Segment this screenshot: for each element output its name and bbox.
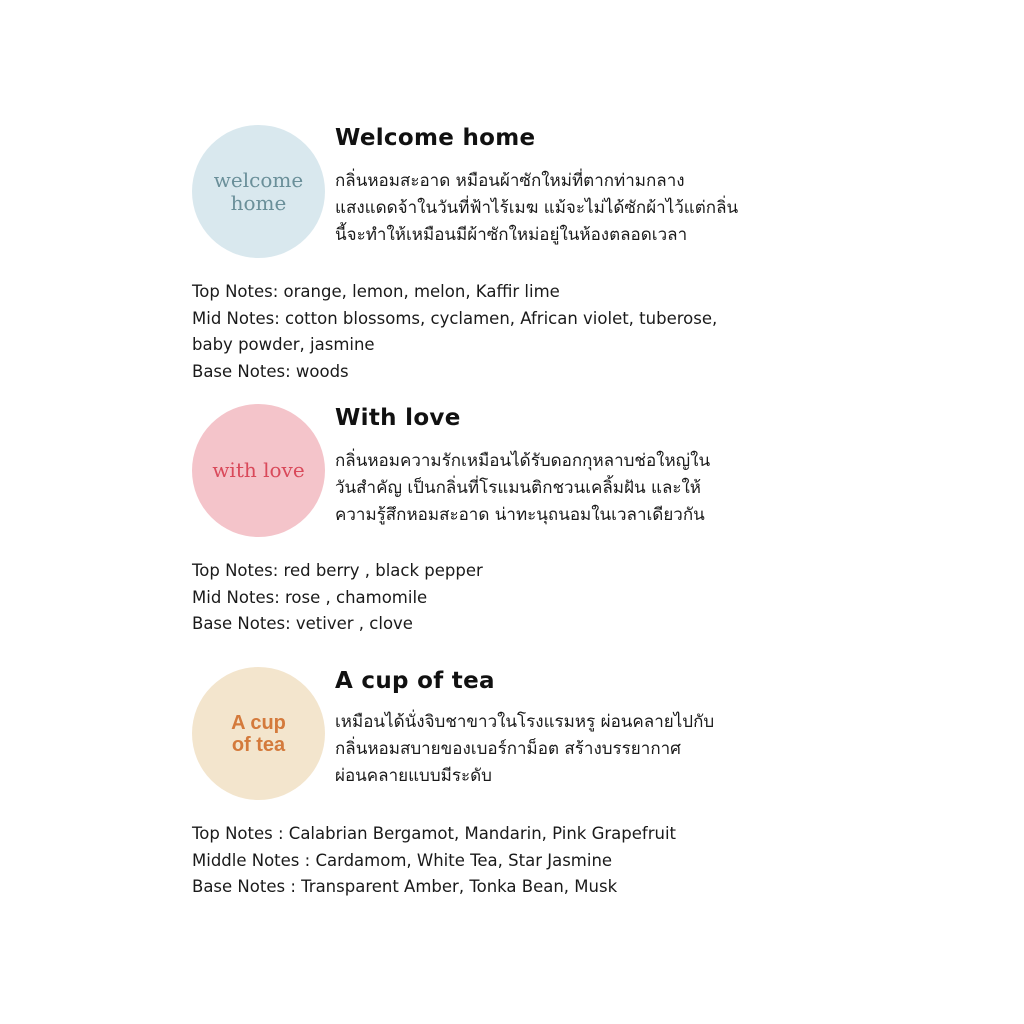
a-cup-of-tea-title: A cup of tea xyxy=(335,668,495,694)
a-cup-of-tea-description xyxy=(335,709,875,790)
note-line: Base Notes: vetiver , clove xyxy=(192,614,413,633)
a-cup-of-tea-notes xyxy=(192,821,832,901)
note-line: baby powder, jasmine xyxy=(192,335,375,354)
welcome-home-description xyxy=(335,168,875,249)
note-line: Top Notes : Calabrian Bergamot, Mandarin, Pink Grapefruit xyxy=(192,824,676,843)
description-line: กลิ่นหอมความรักเหมือนได้รับดอกกุหลาบช่อใหญ่ใน xyxy=(335,451,711,471)
note-line: Top Notes: red berry , black pepper xyxy=(192,561,483,580)
description-line: วันสำคัญ เป็นกลิ่นที่โรแมนติกชวนเคลิ้มฝัน และให้ xyxy=(335,478,701,498)
with-love-badge xyxy=(192,404,325,537)
note-line: Middle Notes : Cardamom, White Tea, Star Jasmine xyxy=(192,850,613,870)
description-line: เหมือนได้นั่งจิบชาขาวในโรงแรมหรู ผ่อนคลายไปกับ xyxy=(335,712,715,732)
note-line: Mid Notes: rose , chamomile xyxy=(192,587,428,607)
description-line: ความรู้สึกหอมสะอาด น่าทะนุถนอมในเวลาเดียวกัน xyxy=(335,505,705,525)
description-line: กลิ่นหอมสบายของเบอร์กาม็อต สร้างบรรยากาศ xyxy=(335,739,681,759)
note-line: Base Notes : Transparent Amber, Tonka Bean, Musk xyxy=(192,877,618,896)
with-love-badge-label: with love xyxy=(212,458,305,482)
with-love-notes xyxy=(192,558,832,638)
with-love-title: With love xyxy=(335,405,461,431)
a-cup-of-tea-badge-label: A cup of tea xyxy=(231,711,286,756)
description-line: แสงแดดจ้าในวันที่ฟ้าไร้เมฆ แม้จะไม่ได้ซักผ้าไว้แต่กลิ่น xyxy=(335,198,739,218)
description-line: กลิ่นหอมสะอาด หมือนผ้าซักใหม่ที่ตากท่ามกลาง xyxy=(335,171,685,191)
welcome-home-notes xyxy=(192,279,832,385)
welcome-home-badge-label: welcome home xyxy=(213,167,304,215)
description-line: นี้จะทำให้เหมือนมีผ้าซักใหม่อยู่ในห้องตลอดเวลา xyxy=(335,225,688,245)
with-love-description xyxy=(335,448,875,529)
note-line: Base Notes: woods xyxy=(192,361,349,381)
note-line: Mid Notes: cotton blossoms, cyclamen, African violet, tuberose, xyxy=(192,308,718,328)
a-cup-of-tea-badge xyxy=(192,667,325,800)
welcome-home-title: Welcome home xyxy=(335,125,536,151)
description-line: ผ่อนคลายแบบมีระดับ xyxy=(335,766,492,786)
note-line: Top Notes: orange, lemon, melon, Kaffir lime xyxy=(192,282,560,301)
welcome-home-badge xyxy=(192,125,325,258)
